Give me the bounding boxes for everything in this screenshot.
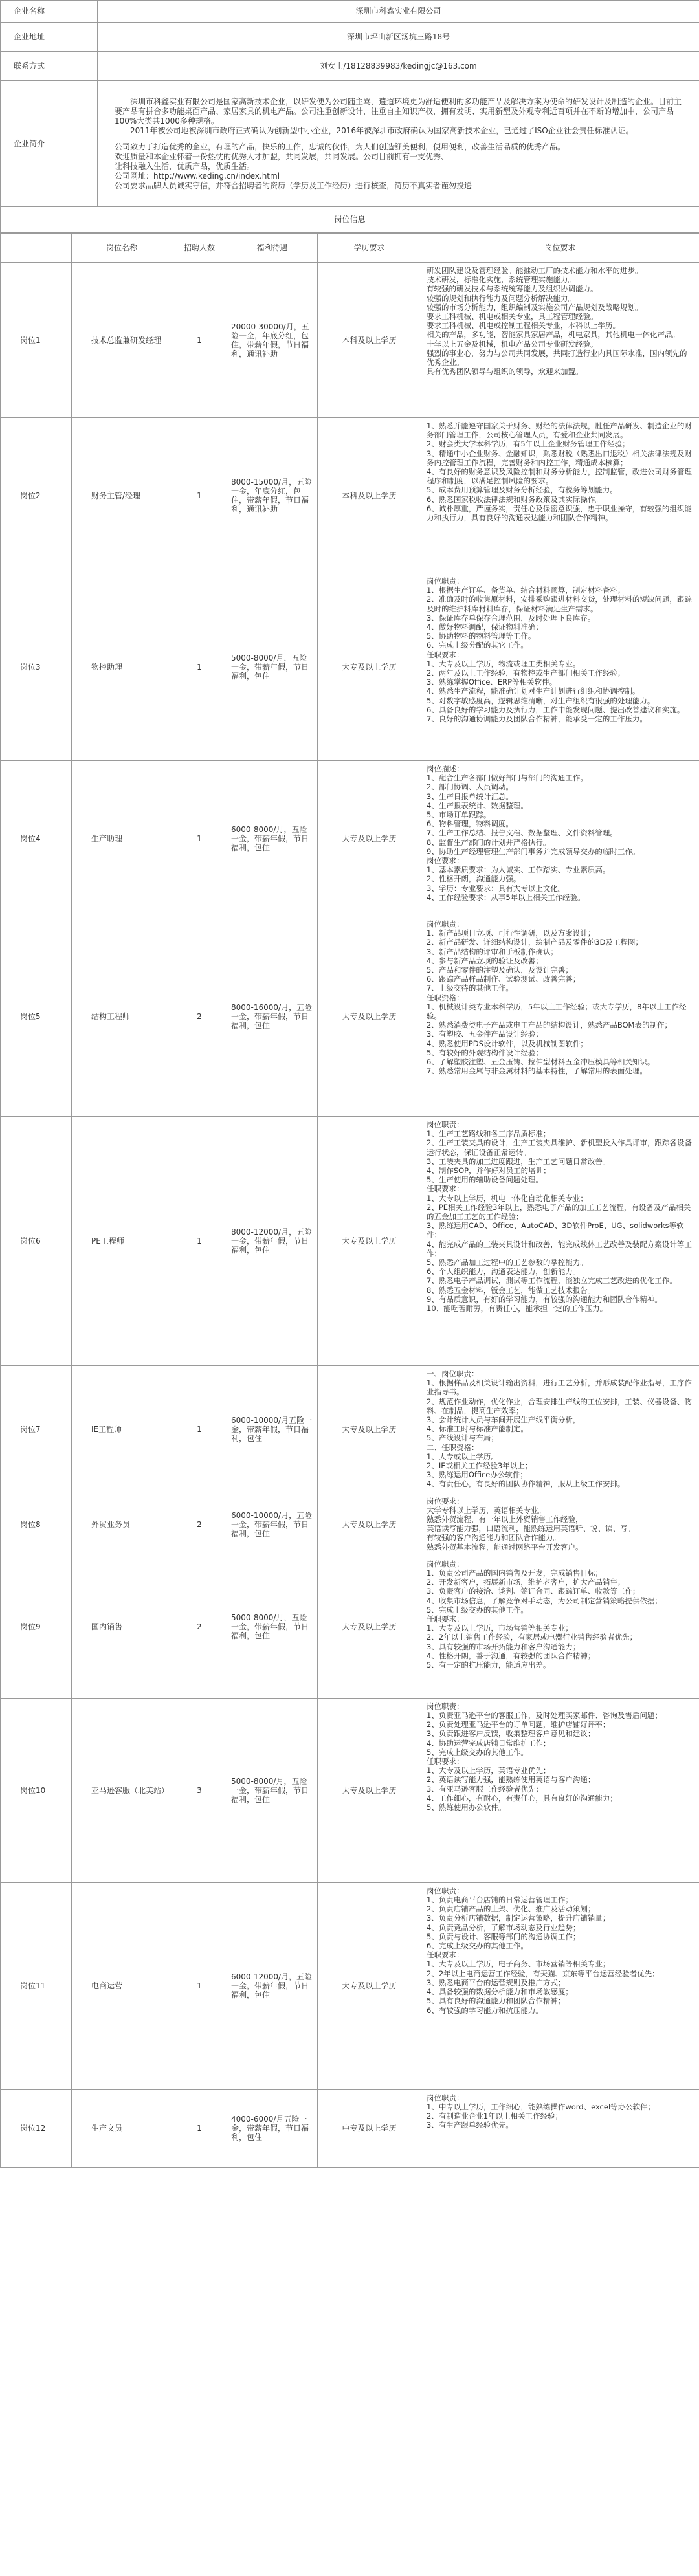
requirement-line: 4、有责任心，有良好的团队协作精神，服从上级工作安排。 <box>427 1479 625 1489</box>
requirement-line: 1、负责电商平台店铺的日常运营管理工作； <box>427 1895 573 1905</box>
position-name: 外贸业务员 <box>72 1493 172 1556</box>
position-requirements <box>421 761 699 916</box>
company-info-table <box>0 0 699 233</box>
position-name: PE工程师 <box>72 1117 172 1366</box>
position-id: 岗位4 <box>1 761 72 916</box>
position-id: 岗位1 <box>1 263 72 418</box>
requirement-line: 岗位职责： <box>427 1559 464 1569</box>
requirement-line: 6、完成上级分配的其它工作。 <box>427 641 528 650</box>
requirement-line: 任职要求： <box>427 1950 464 1960</box>
requirement-line: 强烈的事业心，努力与公司共同发展，共同打造行业内具国际水准，国内领先的优秀企业。 <box>427 348 687 368</box>
requirement-line: 3、新产品结构的评审和手板制作确认； <box>427 947 558 956</box>
position-id: 岗位11 <box>1 1882 72 2089</box>
requirement-line: 5、市场订单跟踪。 <box>427 810 491 820</box>
requirement-line: 英语读写能力强，口语流利，能熟练运用英语听、说、读、写。 <box>427 1524 635 1534</box>
position-row <box>1 2089 699 2167</box>
requirement-line: 岗位职责： <box>427 1701 464 1711</box>
position-education: 大专及以上学历 <box>318 1117 421 1366</box>
requirement-line: 1、大专及以上学历，物流或理工类相关专业。 <box>427 659 581 668</box>
position-name: 生产文员 <box>72 2089 172 2167</box>
requirement-line: 十年以上五金及机械，机电产品公司专业研发经验。 <box>427 339 598 349</box>
requirement-line: 3、具有较强的市场开拓能力和客户沟通能力； <box>427 1642 581 1651</box>
requirement-line: 有较强的客户沟通能力和团队合作能力。 <box>427 1533 560 1543</box>
requirement-line: 2、开发新客户，拓展新市场，维护老客户，扩大产品销售； <box>427 1578 625 1587</box>
position-row <box>1 1117 699 1366</box>
requirement-line: 3、熟练掌握Office、ERP等相关软件。 <box>427 677 557 687</box>
requirement-line: 4、标准工时与标准产能制定。 <box>427 1424 528 1434</box>
position-name: IE工程师 <box>72 1366 172 1493</box>
requirement-line: 1、基本素质要求：为人诚实、工作踏实、专业素质高。 <box>427 865 610 875</box>
position-name: 生产助理 <box>72 761 172 916</box>
contact-label: 联系方式 <box>1 52 98 81</box>
requirement-line: 2、两年及以上工作经验，有物控或生产部门相关工作经验； <box>427 668 625 678</box>
position-id: 岗位9 <box>1 1556 72 1698</box>
company-name-label: 企业名称 <box>1 1 98 23</box>
position-education: 本科及以上学历 <box>318 418 421 573</box>
position-welfare: 20000-30000/月，五险一金，年底分红，包住，带薪年假，节日福利，通讯补助 <box>227 263 318 418</box>
position-requirements <box>421 916 699 1117</box>
requirement-line: 要求工科机械、机电或控制工程相关专业，本科以上学历。 <box>427 321 620 331</box>
position-education: 大专及以上学历 <box>318 1698 421 1882</box>
requirement-line: 4、工作细心，有耐心，有责任心，具有良好的沟通能力； <box>427 1793 617 1803</box>
requirement-line: 6、熟悉国家税收法律法规和财务政策及其实际操作。 <box>427 494 603 504</box>
requirement-line: 3、熟悉电商平台的运营规则及推广方式； <box>427 1977 566 1987</box>
requirement-line: 2、性格开朗，沟通能力强。 <box>427 874 521 884</box>
position-id: 岗位8 <box>1 1493 72 1556</box>
position-education: 大专及以上学历 <box>318 1366 421 1493</box>
position-name: 财务主管/经理 <box>72 418 172 573</box>
requirement-line: 2、负责处理亚马逊平台的订单问题，维护店铺好评率； <box>427 1720 610 1730</box>
position-row <box>1 916 699 1117</box>
requirement-line: 岗位职责： <box>427 2093 464 2102</box>
requirement-line: 2、财会类大学本科学历，有5年以上企业财务管理工作经验； <box>427 439 630 449</box>
requirement-line: 2、生产工装夹具的设计，生产工装夹具维护、新机型投入作具评审，跟踪各设备运行状态，保证设备正常运转。 <box>427 1138 692 1157</box>
position-requirements <box>421 1882 699 2089</box>
requirement-line: 2、英语读写能力强，能熟练使用英语与客户沟通； <box>427 1775 595 1785</box>
requirement-line: 4、制作SOP，并作好对员工的培训； <box>427 1166 551 1176</box>
position-education: 本科及以上学历 <box>318 263 421 418</box>
requirement-line: 1、大专及以上学历，电子商务、市场营销等相关专业； <box>427 1959 610 1969</box>
requirement-line: 研发团队建设及管理经验。能推动工厂的技术能力和水平的进步。 <box>427 266 643 275</box>
requirement-line: 较强的市场分析能力，组织编制及实施公司产品规划及战略规划。 <box>427 302 643 312</box>
requirement-line: 1、根据生产订单、备货单、结合材料预算，制定材料备料； <box>427 586 625 595</box>
requirement-line: 岗位职责： <box>427 1120 464 1129</box>
position-welfare: 8000-15000/月，五险一金，年底分红，包住，带薪年假，节日福利，通讯补助 <box>227 418 318 573</box>
position-welfare: 6000-10000/月五险一金，带薪年假，节日福利，包住 <box>227 1366 318 1493</box>
requirement-line: 7、上级交待的其他工作。 <box>427 984 513 993</box>
requirement-line: 4、熟悉使用PDS设计软件，以及机械制图软件； <box>427 1039 588 1048</box>
requirement-line: 3、负责客户的接洽、谈判、签订合同、跟踪订单、收款等工作； <box>427 1587 640 1596</box>
position-count: 1 <box>172 2089 227 2167</box>
position-welfare: 6000-10000/月，五险一金，带薪年假，节日福利，包住 <box>227 1493 318 1556</box>
requirement-line: 8、监督生产部门的计划并严格执行。 <box>427 837 551 847</box>
position-welfare: 5000-8000/月，五险一金，带薪年假，节日福利，包住 <box>227 1556 318 1698</box>
position-welfare: 4000-6000/月五险一金，带薪年假，节日福利，包住 <box>227 2089 318 2167</box>
position-name: 结构工程师 <box>72 916 172 1117</box>
requirement-line: 2、部门协调、人员调动。 <box>427 782 513 792</box>
position-education: 大专及以上学历 <box>318 573 421 761</box>
position-id: 岗位7 <box>1 1366 72 1493</box>
position-id: 岗位5 <box>1 916 72 1117</box>
requirement-line: 2、2年以上销售工作经验，有家居或电器行业销售经验者优先； <box>427 1633 638 1642</box>
requirement-line: 8、熟悉五金材料，钣金工艺，能做工艺技术报告。 <box>427 1285 595 1295</box>
requirement-line: 4、具备较强的数据分析能力和市场敏感度； <box>427 1987 573 1997</box>
requirement-line: 二、任职资格： <box>427 1442 479 1452</box>
requirement-line: 3、工装夹具的加工进度跟进，生产工艺问题日常改善。 <box>427 1156 610 1166</box>
requirement-line: 7、熟悉常用金属与非金属材料的基本特性，了解常用的表面处理。 <box>427 1066 647 1076</box>
requirement-line: 6、跟踪产品样品制作、试验测试、改善完善； <box>427 974 581 984</box>
requirement-line: 1、根据样品及相关设计输出资料，进行工艺分析，并形成装配作业指导，工序作业指导书。 <box>427 1378 692 1397</box>
header-welfare: 福利待遇 <box>227 234 318 263</box>
position-education: 大专及以上学历 <box>318 1882 421 2089</box>
position-count: 2 <box>172 916 227 1117</box>
requirement-line: 2、PE相关工作经验3年以上，熟悉电子产品的加工工艺流程，有设备及产品相关的五金加工工艺的工作经验； <box>427 1202 691 1222</box>
requirement-line: 7、良好的沟通协调能力及团队合作精神，能承受一定的工作压力。 <box>427 714 647 724</box>
positions-table <box>0 233 699 2168</box>
requirement-line: 6、完成上级交办的其他工作。 <box>427 1941 528 1951</box>
requirement-line: 3、有塑胶、五金件产品设计经验； <box>427 1029 543 1039</box>
position-education: 大专及以上学历 <box>318 761 421 916</box>
requirement-line: 5、熟悉产品加工过程中的工艺参数的掌控能力。 <box>427 1258 588 1268</box>
requirement-line: 4、参与新产品立项的验证及改善； <box>427 956 543 965</box>
requirement-line: 2、IE或相关工作经验3年以上； <box>427 1461 533 1471</box>
position-id: 岗位12 <box>1 2089 72 2167</box>
requirement-line: 5、有较好的外观结构件设计经验； <box>427 1048 543 1057</box>
requirement-line: 10、能吃苦耐劳，有责任心，能承担一定的工作压力。 <box>427 1304 608 1314</box>
position-requirements <box>421 263 699 418</box>
requirement-line: 3、学历：专业要求：具有大专以上文化。 <box>427 883 566 893</box>
position-row <box>1 1493 699 1556</box>
position-welfare: 5000-8000/月，五险一金，带薪年假，节日福利，包住 <box>227 573 318 761</box>
position-education: 大专及以上学历 <box>318 916 421 1117</box>
requirement-line: 岗位描述： <box>427 764 464 773</box>
requirement-line: 任职要求： <box>427 1614 464 1624</box>
requirement-line: 4、做好物料调配，保证物料准确； <box>427 622 543 632</box>
requirement-line: 1、生产工艺路线和各工序品质标准； <box>427 1129 551 1139</box>
position-requirements <box>421 1698 699 1882</box>
company-address-value: 深圳市坪山新区汤坑三路18号 <box>98 23 699 52</box>
position-count: 1 <box>172 418 227 573</box>
requirement-line: 1、熟悉并能遵守国家关于财务、财经的法律法规，胜任产品研发、制造企业的财务部门管理工作，公司核心管理人员，有爱和企业共同发展。 <box>427 421 692 440</box>
requirement-line: 5、负责与设计、客服等部门的沟通协调工作； <box>427 1932 581 1941</box>
position-id: 岗位3 <box>1 573 72 761</box>
position-row <box>1 1366 699 1493</box>
requirement-line: 3、会计统计人员与车间开展生产线平衡分析， <box>427 1415 581 1425</box>
contact-value: 刘女士/18128839983/kedingjc@163.com <box>98 52 699 81</box>
requirement-line: 技术研发，标准化实施，系统管理实施能力。 <box>427 275 575 285</box>
position-welfare: 8000-16000/月，五险一金，带薪年假，节日福利，包住 <box>227 916 318 1117</box>
requirement-line: 3、熟练运用CAD、Office、AutoCAD、3D软件ProE、UG、solidworks等软件； <box>427 1221 684 1240</box>
requirement-line: 3、熟练运用Office办公软件； <box>427 1470 527 1480</box>
position-welfare: 5000-8000/月，五险一金，带薪年假，节日福利，包住 <box>227 1698 318 1882</box>
requirement-line: 3、有亚马逊客服工作经验者优先； <box>427 1784 543 1794</box>
position-requirements <box>421 1493 699 1556</box>
position-row <box>1 573 699 761</box>
requirement-line: 4、收集市场信息，了解竞争对手动态，为公司制定营销策略提供依据； <box>427 1596 662 1605</box>
requirement-line: 任职要求： <box>427 650 464 659</box>
requirement-line: 1、中专以上学历，工作细心，能熟练操作word、excel等办公软件； <box>427 2102 656 2112</box>
header-count: 招聘人数 <box>172 234 227 263</box>
position-id: 岗位6 <box>1 1117 72 1366</box>
requirement-line: 5、完成上级交办的其他工作。 <box>427 1605 528 1614</box>
requirement-line: 大学专科以上学历，英语相关专业。 <box>427 1505 546 1515</box>
intro-line: 公司要求品牌人员诚实守信，并符合招聘者的资历（学历及工作经历）进行核查，简历不真实者谨勿投递 <box>115 181 472 190</box>
requirement-line: 1、负责公司产品的国内销售及开发，完成销售目标； <box>427 1569 603 1578</box>
position-education: 中专及以上学历 <box>318 2089 421 2167</box>
position-name: 电商运营 <box>72 1882 172 2089</box>
position-row <box>1 1556 699 1698</box>
requirement-line: 4、有良好的财务意识及风险控制和财务分析能力，控制监管，改进公司财务管理程序和制度，以满足控制风险的要求。 <box>427 467 692 486</box>
position-education: 大专及以上学历 <box>318 1556 421 1698</box>
requirement-line: 7、生产工作总结、报告文档、数据整理、文件资料管理。 <box>427 828 617 838</box>
position-count: 1 <box>172 761 227 916</box>
header-requirements: 岗位要求 <box>421 234 699 263</box>
position-count: 1 <box>172 573 227 761</box>
company-address-label: 企业地址 <box>1 23 98 52</box>
requirement-line: 5、协助物料的物料管理等工作。 <box>427 632 536 641</box>
position-requirements <box>421 1556 699 1698</box>
requirement-line: 6、有较强的学习能力和抗压能力。 <box>427 2005 543 2015</box>
position-count: 1 <box>172 263 227 418</box>
requirement-line: 岗位职责： <box>427 919 464 929</box>
requirement-line: 9、协助生产经理管理生产部门事务并完成领导交办的临时工作。 <box>427 846 640 856</box>
requirement-line: 1、新产品项目立项、可行性调研，以及方案设计； <box>427 929 595 938</box>
requirement-line: 2、2年以上电商运营工作经验，有天猫、京东等平台运营经验者优先； <box>427 1968 660 1978</box>
position-id: 岗位10 <box>1 1698 72 1882</box>
position-requirements <box>421 1366 699 1493</box>
requirement-line: 5、完成上级交办的其他工作。 <box>427 1747 528 1757</box>
requirement-line: 3、负责跟进客户反馈，收集整理客户意见和建议； <box>427 1729 595 1739</box>
requirement-line: 岗位职责： <box>427 1886 464 1895</box>
requirement-line: 相关的产品，多功能，智能家具家居产品，机电家具，其他机电一体化产品。 <box>427 330 680 340</box>
requirement-line: 4、生产报表统计、数据整理。 <box>427 800 528 810</box>
intro-line: 欢迎质量和本企业怀着一份热忱的优秀人才加盟，共同发展，共同发展。公司目前拥有一支优秀、 <box>115 151 449 161</box>
requirement-line: 任职资格： <box>427 993 464 1002</box>
requirement-line: 3、精通中小企业财务、金融知识，熟悉财税（熟悉出口退税）相关法律法规及财务内控管理工作流程，完善财务和内控工作，精通成本核算； <box>427 448 692 467</box>
requirement-line: 一、岗位职责： <box>427 1369 479 1378</box>
requirement-line: 1、大专或以上学历。 <box>427 1451 498 1461</box>
position-count: 3 <box>172 1698 227 1882</box>
position-welfare: 6000-8000/月，五险一金，带薪年假，节日福利，包住 <box>227 761 318 916</box>
position-name: 技术总监兼研发经理 <box>72 263 172 418</box>
requirement-line: 1、配合生产各部门做好部门与部门的沟通工作。 <box>427 773 588 783</box>
header-education: 学历要求 <box>318 234 421 263</box>
requirement-line: 熟悉外贸流程，有一年以上外贸销售工作经验， <box>427 1515 583 1525</box>
requirement-line: 4、协助运营完成店铺日常维护工作； <box>427 1738 551 1748</box>
position-education: 大专及以上学历 <box>318 1493 421 1556</box>
requirement-line: 5、熟练使用办公软件。 <box>427 1803 506 1812</box>
position-count: 1 <box>172 1882 227 2089</box>
position-name: 国内销售 <box>72 1556 172 1698</box>
requirement-line: 2、新产品研发、详细结构设计，绘制产品及零件的3D及工程图； <box>427 938 643 947</box>
position-count: 2 <box>172 1556 227 1698</box>
requirement-line: 有较强的研发技术与系统统筹能力及组织协调能力。 <box>427 284 598 294</box>
requirement-line: 4、熟悉生产流程，能准确计划对生产计划进行组织和协调控制。 <box>427 687 640 696</box>
requirement-line: 1、大专及以上学历，市场营销等相关专业； <box>427 1624 573 1633</box>
position-requirements <box>421 573 699 761</box>
requirement-line: 1、大专以上学历，机电一体化自动化相关专业； <box>427 1193 588 1203</box>
position-row <box>1 1882 699 2089</box>
requirement-line: 2、熟悉消费类电子产品或电工产品的结构设计，熟悉产品BOM表的制作； <box>427 1020 672 1030</box>
requirement-line: 1、大专及以上学历，英语专业优先； <box>427 1766 551 1776</box>
requirement-line: 7、熟悉电子产品调试，测试等工作流程，能独立完成工艺改进的优化工作。 <box>427 1276 677 1286</box>
requirement-line: 3、保证库存单保存合理范围，及时处理下良库存。 <box>427 613 595 622</box>
requirement-line: 5、产品和零件的注塑及确认，及设计完善； <box>427 965 573 975</box>
positions-table-body <box>1 263 699 2168</box>
requirement-line: 4、负责竞品分析，了解市场动态及行业趋势； <box>427 1922 581 1932</box>
requirement-line: 熟悉外贸基本流程，能通过网络平台开发客户。 <box>427 1542 583 1552</box>
requirement-line: 岗位要求： <box>427 1496 464 1506</box>
requirement-line: 6、物料管理，物料调度。 <box>427 819 513 829</box>
requirement-line: 岗位要求： <box>427 856 464 866</box>
requirement-line: 6、具备良好的学习能力及执行力，工作中能发现问题、提出改善建议和实施。 <box>427 705 685 714</box>
intro-paragraph: 深圳市科鑫实业有限公司是国家高新技术企业，以研发便为公司随主骂，遗道环境更为舒适便利的多功能产品及解决方案为使命的研发设计及制造的企业。目前主要产品有拼合多功能桌面产品、家居家具的机电产品。公司注重创新设计，注重自主知识产权，拥有发明、实用新型及外观专利近百项并在不断的增加中，公司产品100%大类共1000多种规格。 <box>115 96 682 126</box>
requirement-line: 5、有一定的抗压能力，能适应出差。 <box>427 1660 551 1670</box>
requirement-line: 岗位职责： <box>427 577 464 586</box>
company-intro <box>98 81 699 207</box>
requirement-line: 3、负责分析店铺数据，制定运营策略，提升店铺销量； <box>427 1913 610 1923</box>
intro-paragraph: 2011年被公司地被深圳市政府正式确认为创新型中小企业，2016年被深圳市政府确认为国家高新技术企业，已通过了ISO企业社会责任标准认证。 <box>130 126 634 135</box>
requirement-line: 5、生产使用的辅助设备问题处理。 <box>427 1175 543 1185</box>
intro-line: 公司网址：http://www.keding.cn/index.html <box>115 171 280 181</box>
position-id: 岗位2 <box>1 418 72 573</box>
position-requirements <box>421 1117 699 1366</box>
company-intro-label: 企业简介 <box>1 81 98 207</box>
position-name: 物控助理 <box>72 573 172 761</box>
requirement-line: 任职要求： <box>427 1757 464 1767</box>
position-row <box>1 418 699 573</box>
position-count: 1 <box>172 1366 227 1493</box>
requirement-line: 6、个人组织能力，沟通表达能力，创新能力。 <box>427 1267 581 1277</box>
position-row <box>1 263 699 418</box>
requirement-line: 4、性格开朗，善于沟通，有较强的团队合作精神； <box>427 1651 595 1660</box>
positions-section-title: 岗位信息 <box>1 207 699 233</box>
company-name-value: 深圳市科鑫实业有限公司 <box>98 1 699 23</box>
requirement-line: 较强的规划和执行能力及问题分析解决能力。 <box>427 293 575 303</box>
position-count: 1 <box>172 1117 227 1366</box>
intro-line: 公司致力于打造优秀的企业，有理的产品，快乐的工作，忠诚的伙伴，为人们创造舒美便利，便用便利，改善生活品质的优秀产品。 <box>115 142 566 151</box>
position-welfare: 6000-12000/月，五险一金，带薪年假，节日福利，包住 <box>227 1882 318 2089</box>
requirement-line: 2、负责店铺产品的上架、优化、推广及活动策划； <box>427 1904 595 1914</box>
requirement-line: 6、诚朴厚重，严谨务实，责任心及保密意识强，忠于职业操守，有较强的组织能力和执行力，具有良好的沟通表达能力和团队合作精神。 <box>427 503 692 523</box>
requirement-line: 3、生产日报单统计汇总。 <box>427 791 513 801</box>
header-position: 岗位名称 <box>72 234 172 263</box>
requirement-line: 4、工作经验要求：从事5年以上相关工作经验。 <box>427 892 585 902</box>
requirement-line: 9、有品质意识，有好的学习能力，有较强的沟通能力和团队合作精神。 <box>427 1294 662 1304</box>
requirement-line: 3、有生产跟单经验优先。 <box>427 2120 513 2130</box>
requirement-line: 2、规范作业动作，优化作业，合理安排生产线的工位安排，工装、仪器设备、物料、在制品，提高生产效率； <box>427 1396 692 1415</box>
requirement-line: 5、成本费用预算管理及财务分析经验，有税务筹划能力。 <box>427 485 617 495</box>
position-name: 亚马逊客服（北美站） <box>72 1698 172 1882</box>
requirement-line: 2、准确及时的收集原材料，安排采购跟进材料交货，处理材料的短缺问题，跟踪及时的维护料库材料库存，保证材料满足生产需求。 <box>427 595 692 613</box>
requirement-line: 5、产线设计与布局； <box>427 1433 498 1443</box>
requirement-line: 6、了解塑胶注塑、五金压铸、拉伸型材料五金冲压模具等相关知识。 <box>427 1057 655 1067</box>
requirement-line: 任职要求： <box>427 1184 464 1194</box>
requirement-line: 4、能完成产品的工装夹具设计和改善，能完成线体工艺改善及装配方案设计等工作； <box>427 1239 692 1258</box>
position-row <box>1 1698 699 1882</box>
position-count: 2 <box>172 1493 227 1556</box>
requirement-line: 2、有制造业企业1年以上相关工作经验； <box>427 2111 563 2121</box>
intro-line: 让科技融入生活，优质产品，优质生活。 <box>115 161 255 171</box>
position-row <box>1 761 699 916</box>
requirement-line: 5、具有良好的沟通能力和团队合作精神； <box>427 1996 566 2006</box>
requirement-line: 1、机械设计类专业本科学历，5年以上工作经验；或大专学历，8年以上工作经验。 <box>427 1002 687 1021</box>
position-requirements <box>421 418 699 573</box>
requirement-line: 5、对数字敏感度高，逻辑思维清晰，对生产组织有很强的处理能力。 <box>427 696 655 705</box>
position-requirements <box>421 2089 699 2167</box>
requirement-line: 具有优秀团队领导与组织的领导，欢迎来加盟。 <box>427 367 583 377</box>
position-welfare: 8000-12000/月，五险一金，带薪年假，节日福利，包住 <box>227 1117 318 1366</box>
requirement-line: 1、负责亚马逊平台的客服工作，及时处理买家邮件、咨询及售后问题； <box>427 1711 662 1721</box>
requirement-line: 要求工科机械、机电或相关专业，具工程管理经验。 <box>427 312 598 322</box>
